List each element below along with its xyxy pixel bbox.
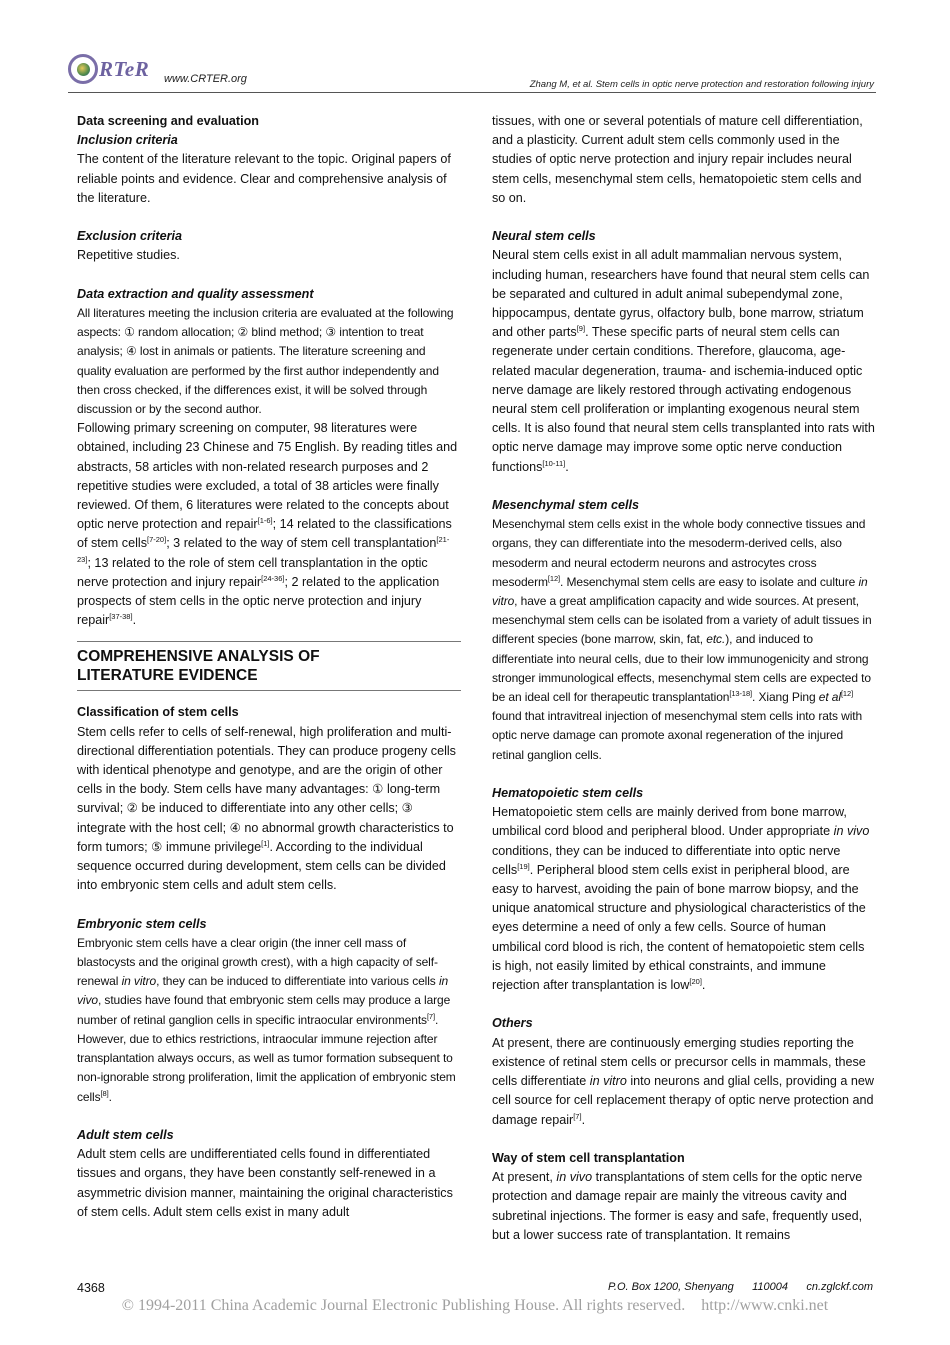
subsection-heading: Adult stem cells — [77, 1127, 174, 1142]
paragraph: Embryonic stem cells have a clear origin (the inner cell mass of blastocysts and the original growth crest), with a high capacity of self-renewal in vitro, they can be induced to differentiate into various cells in vivo, studies have found that embryonic stem cells may produce a large number of retinal ganglion cells in specific intraocular environments[7]. However, due to ethics restrictions, intraocular immune rejection after transplantation always occurs, as well as tumor formation subsequent to non-ignorable strong proliferation, limit the application of embryonic stem cells[8]. — [77, 935, 456, 1104]
paragraph: tissues, with one or several potentials of mature cell differentiation, and a plasticity. Current adult stem cells commonly used in the studies of optic nerve protection and injury repair includes neural stem cells, mesenchymal stem cells, hematopoietic stem cells and so on. — [492, 114, 863, 205]
subsection-heading: Neural stem cells — [492, 229, 596, 244]
citation[interactable]: [10-11] — [542, 458, 566, 468]
subsection-heading: Mesenchymal stem cells — [492, 498, 640, 513]
copyright-notice: © 1994-2011 China Academic Journal Electronic Publishing House. All rights reserved. http://www.cnki.net — [121, 1297, 829, 1314]
citation[interactable]: [21-23] — [77, 535, 450, 564]
main-section-heading: COMPREHENSIVE ANALYSIS OF LITERATURE EVIDENCE — [77, 641, 461, 691]
subsection-heading: Inclusion criteria — [77, 133, 178, 148]
section-heading: Data screening and evaluation — [77, 114, 259, 128]
subsection-heading: Data extraction and quality assessment — [77, 286, 314, 301]
citation[interactable]: [13-18] — [729, 689, 753, 699]
citation[interactable]: [9] — [576, 324, 586, 334]
logo-text: RTeR — [99, 56, 150, 81]
citation[interactable]: [12] — [547, 573, 561, 583]
citation[interactable]: [7-20] — [147, 535, 167, 545]
journal-address: P.O. Box 1200, Shenyang 110004 cn.zglckf.com — [608, 1281, 873, 1293]
paragraph: At present, there are continuously emerging studies reporting the existence of retinal stem cells or precursor cells in mammals, these cells differentiate in vitro into neurons and glial cells, providing a new cell source for cell replacement therapy of optic nerve protection and damage repair[7]. — [492, 1035, 875, 1127]
website-link[interactable]: www.CRTER.org — [164, 73, 247, 85]
page-header — [68, 52, 876, 93]
section-heading: Way of stem cell transplantation — [492, 1150, 685, 1165]
left-column — [77, 112, 461, 1222]
paragraph: Adult stem cells are undifferentiated cells found in differentiated tissues and organs, they have been constantly self-renewed in a asymmetric division manner, maintaining the original characteristics of stem cells. Adult stem cells exist in many adult — [77, 1147, 453, 1219]
paragraph: Stem cells refer to cells of self-renewal, high proliferation and multi-directional differentiation potentials. They can produce progeny cells with identical phenotype and genotype, and are the origin of other cells in the body. Stem cells have many advantages: ① long-term survival; ② be induced to differentiate into any other cells; ③ integrate with the host cell; ④ no abnormal growth characteristics to form tumors; ⑤ immune privilege[1]. According to the individual sequence occurred during development, stem cells can be divided into embryonic stem cells and adult stem cells. — [77, 724, 456, 893]
citation[interactable]: [1] — [261, 838, 270, 848]
subsection-heading: Hematopoietic stem cells — [492, 786, 644, 801]
citation[interactable]: [8] — [100, 1088, 109, 1098]
subsection-heading: Embryonic stem cells — [77, 916, 207, 931]
paragraph: At present, in vivo transplantations of stem cells for the optic nerve protection and damage repair are mainly the vitreous cavity and subretinal injections. The former is easy and safe, frequently used, but a lower success rate of transplantation. It remains — [492, 1170, 863, 1242]
paragraph: Following primary screening on computer, 98 literatures were obtained, including 23 Chinese and 75 English. By reading titles and abstracts, 58 articles with non-related research purposes and 2 repetitive studies were excluded, a total of 38 articles were finally reviewed. Of them, 6 literatures were related to the concepts about optic nerve protection and repair[1-6]; 14 related to the classifications of stem cells[7-20]; 3 related to the way of stem cell transplantation[21-23]; 13 related to the role of stem cell transplantation in the optic nerve protection and injury repair[24-36]; 2 related to the application prospects of stem cells in the optic nerve protection and injury repair[37-38]. — [77, 421, 458, 628]
citation[interactable]: [1-6] — [257, 516, 273, 526]
paragraph: The content of the literature relevant to the topic. Original papers of reliable points and evidence. Clear and comprehensive analysis of the literature. — [77, 152, 451, 205]
subsection-heading: Exclusion criteria — [77, 229, 182, 244]
citation[interactable]: [12] — [840, 689, 854, 699]
crter-logo — [68, 52, 149, 86]
section-heading: Classification of stem cells — [77, 705, 239, 720]
paragraph: Repetitive studies. — [77, 248, 180, 263]
citation[interactable]: [24-36] — [261, 573, 285, 583]
paragraph: Mesenchymal stem cells exist in the whole body connective tissues and organs, they can differentiate into the mesoderm-derived cells, also mesoderm and neural ectoderm neurons and astrocytes cross mesoderm[12]. Mesenchymal stem cells are easy to isolate and culture in vitro, have a great amplification capacity and wide sources. At present, mesenchymal stem cells can be isolated from a variety of adult tissues in different species (bone marrow, skin, fat, etc.), and induced to differentiate into neural cells, due to their low immunogenicity and strong stronger immunological effects, mesenchymal stem cells are expected to be an ideal cell for therapeutic transplantation[13-18]. Xiang Ping et al[12] found that intravitreal injection of mesenchymal stem cells into rats with optic nerve damage can promote axonal regeneration of the injured retinal ganglion cells. — [492, 517, 872, 762]
paragraph: All literatures meeting the inclusion criteria are evaluated at the following aspects: ① random allocation; ② blind method; ③ intention to treat analysis; ④ lost in animals or patients. The literature screening and quality evaluation are performed by the first author independently and then cross checked, if the differences exist, it will be solved through discussion or by the second author. — [77, 306, 454, 417]
citation[interactable]: [7] — [426, 1011, 435, 1021]
citation[interactable]: [19] — [517, 861, 530, 871]
right-column — [492, 112, 876, 1245]
running-title: Zhang M, et al. Stem cells in optic nerve protection and restoration following injury — [529, 79, 874, 90]
citation[interactable]: [7] — [573, 1111, 582, 1121]
citation[interactable]: [37-38] — [109, 612, 133, 622]
citation[interactable]: [20] — [689, 977, 702, 987]
page-number: 4368 — [77, 1281, 105, 1295]
paragraph: Hematopoietic stem cells are mainly derived from bone marrow, umbilical cord blood and peripheral blood. Under appropriate in vivo conditions, they can be induced to differentiate into optic nerve cells[19]. Peripheral blood stem cells exist in peripheral blood, are easy to harvest, avoiding the pain of bone marrow biopsy, and the unique anatomical structure and physiological characteristics of the eyes determine a need of only a few cells. Source of human umbilical cord blood is rich, the content of hematopoietic stem cells is high, not easily limited by ethical constraints, and immune rejection after transplantation is low[20]. — [492, 805, 870, 993]
subsection-heading: Others — [492, 1016, 533, 1031]
globe-logo-icon — [68, 54, 98, 84]
paragraph: Neural stem cells exist in all adult mammalian nervous system, including human, researchers have found that neural stem cells can be separated and cultured in adult animal subependymal zone, hippocampus, dentate gyrus, olfactory bulb, bone marrow, striatum and other parts[9]. These specific parts of neural stem cells can regenerate under certain conditions. Therefore, glaucoma, age-related macular degeneration, trauma- and ischemia-induced optic nerve damage are likely restored through activating endogenous neural stem cell proliferation or implanting exogenous neural stem cells. It is also found that neural stem cells transplanted into rats with optic nerve damage may improve some optic nerve conduction functions[10-11]. — [492, 248, 875, 474]
